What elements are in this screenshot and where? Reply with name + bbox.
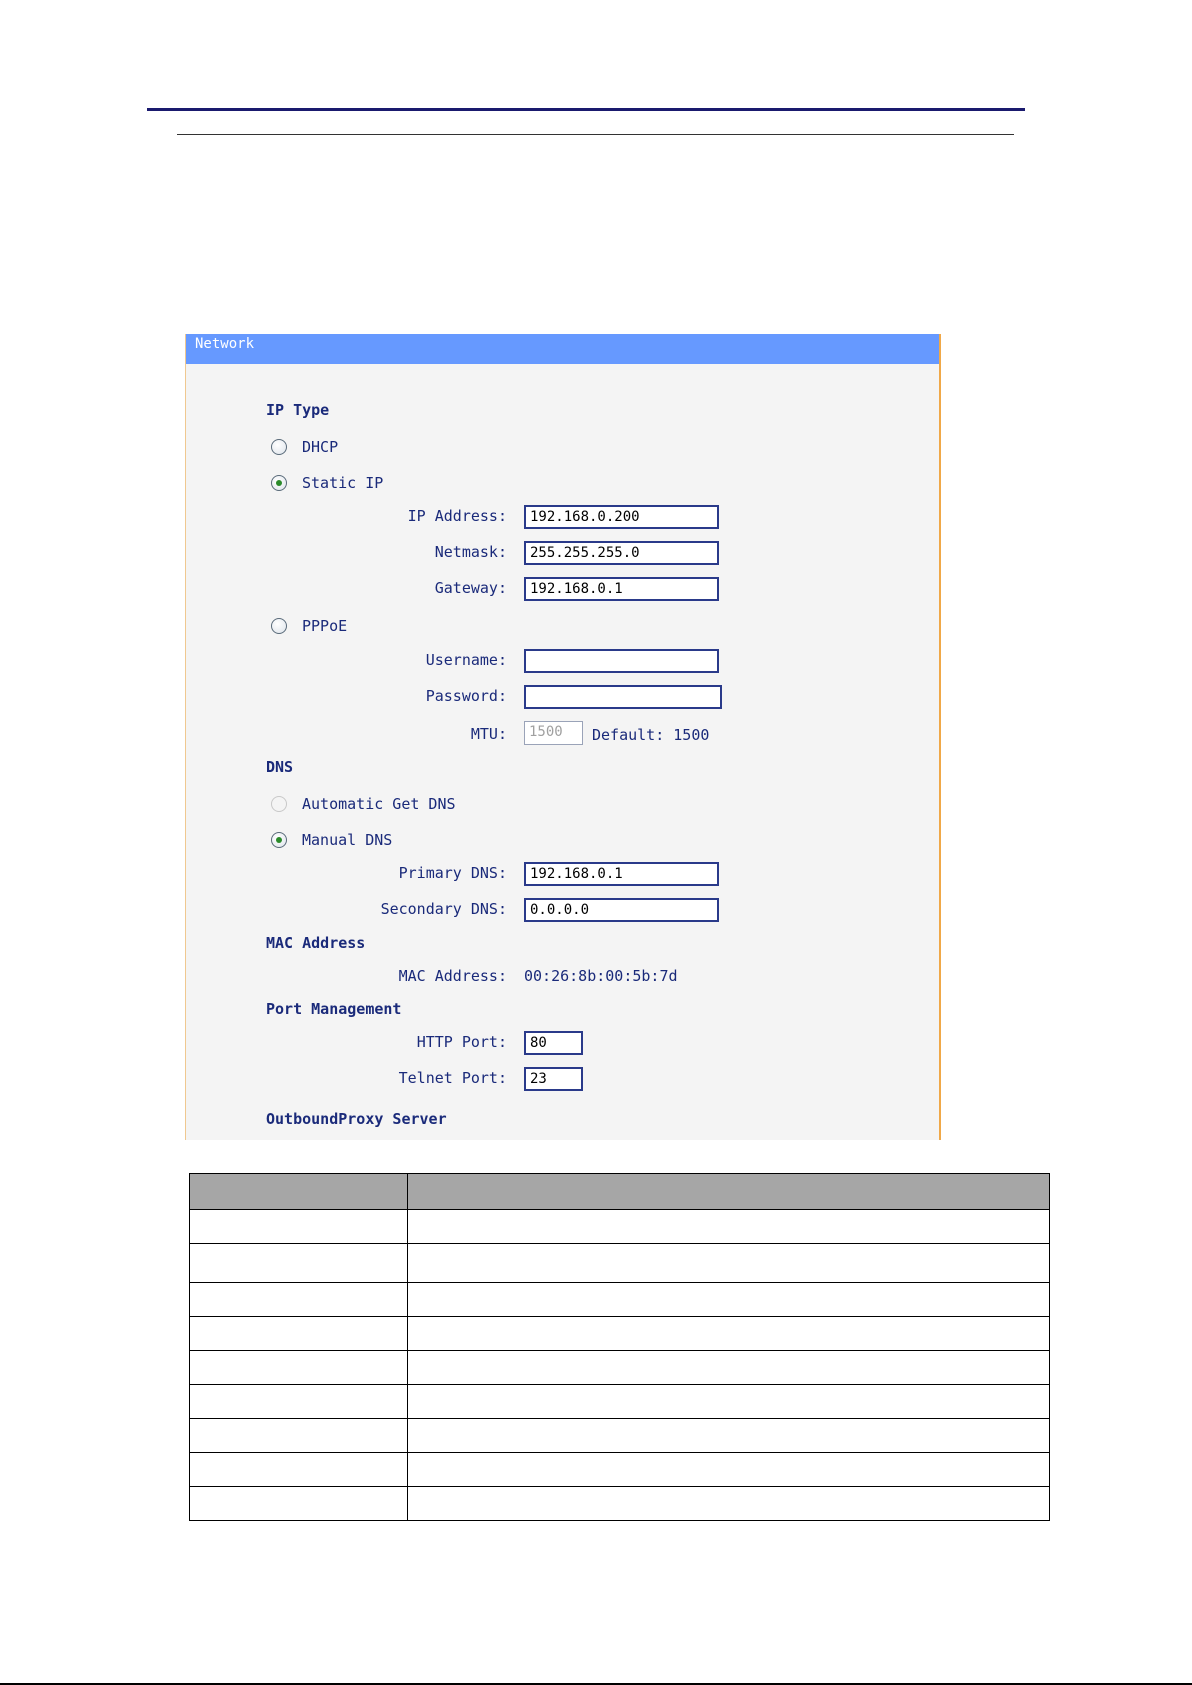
- telnet-port-label: Telnet Port:: [398, 1069, 507, 1087]
- username-input[interactable]: [524, 649, 719, 673]
- table-cell: [190, 1244, 408, 1283]
- table-row: [190, 1385, 1050, 1419]
- netmask-label: Netmask:: [434, 543, 507, 561]
- manual-dns-radio[interactable]: [271, 832, 287, 848]
- http-port-label: HTTP Port:: [416, 1033, 507, 1051]
- static-ip-option[interactable]: [271, 473, 383, 493]
- table-cell: [190, 1487, 408, 1521]
- table-cell: [190, 1419, 408, 1453]
- ip-address-label: IP Address:: [407, 507, 507, 525]
- pppoe-option[interactable]: [271, 616, 347, 636]
- table-cell: [408, 1385, 1050, 1419]
- mtu-default-hint: Default: 1500: [592, 726, 710, 744]
- mac-address-label: MAC Address:: [398, 967, 507, 985]
- panel-title: Network: [186, 334, 939, 364]
- gateway-label: Gateway:: [434, 579, 507, 597]
- gateway-input[interactable]: 192.168.0.1: [524, 577, 719, 601]
- table-header-row: [190, 1174, 1050, 1210]
- table-header-cell: [408, 1174, 1050, 1210]
- table-header-cell: [190, 1174, 408, 1210]
- primary-dns-input[interactable]: 192.168.0.1: [524, 862, 719, 886]
- dns-heading: DNS: [266, 758, 294, 776]
- password-input[interactable]: [524, 685, 722, 709]
- pppoe-radio[interactable]: [271, 618, 287, 634]
- table-cell: [408, 1317, 1050, 1351]
- static-ip-label: Static IP: [302, 474, 384, 492]
- table-cell: [408, 1244, 1050, 1283]
- ip-address-input[interactable]: 192.168.0.200: [524, 505, 719, 529]
- table-cell: [190, 1283, 408, 1317]
- mtu-label: MTU:: [470, 725, 507, 743]
- auto-dns-radio[interactable]: [271, 796, 287, 812]
- header-rule-thick: [147, 108, 1025, 111]
- table-cell: [408, 1210, 1050, 1244]
- auto-dns-option[interactable]: [271, 794, 456, 814]
- table-cell: [408, 1351, 1050, 1385]
- netmask-input[interactable]: 255.255.255.0: [524, 541, 719, 565]
- mac-address-value: 00:26:8b:00:5b:7d: [524, 967, 678, 985]
- table-cell: [408, 1487, 1050, 1521]
- auto-dns-label: Automatic Get DNS: [302, 795, 456, 813]
- manual-dns-option[interactable]: [271, 830, 392, 850]
- dhcp-label: DHCP: [302, 438, 339, 456]
- table-row: [190, 1283, 1050, 1317]
- table-cell: [190, 1210, 408, 1244]
- dhcp-option[interactable]: [271, 437, 338, 457]
- telnet-port-input[interactable]: 23: [524, 1067, 583, 1091]
- table-row: [190, 1487, 1050, 1521]
- table-row: [190, 1419, 1050, 1453]
- table-cell: [190, 1351, 408, 1385]
- secondary-dns-label: Secondary DNS:: [380, 900, 507, 918]
- table-row: [190, 1351, 1050, 1385]
- table-row: [190, 1244, 1050, 1283]
- table-cell: [190, 1317, 408, 1351]
- static-ip-radio[interactable]: [271, 475, 287, 491]
- dhcp-radio[interactable]: [271, 439, 287, 455]
- http-port-input[interactable]: 80: [524, 1031, 583, 1055]
- table-cell: [190, 1453, 408, 1487]
- network-panel: [185, 334, 941, 1140]
- manual-dns-label: Manual DNS: [302, 831, 393, 849]
- username-label: Username:: [425, 651, 507, 669]
- table-row: [190, 1453, 1050, 1487]
- table-cell: [190, 1385, 408, 1419]
- header-rule-thin: [177, 134, 1014, 135]
- primary-dns-label: Primary DNS:: [398, 864, 507, 882]
- mtu-input[interactable]: 1500: [524, 721, 583, 745]
- table-cell: [408, 1453, 1050, 1487]
- secondary-dns-input[interactable]: 0.0.0.0: [524, 898, 719, 922]
- ip-type-heading: IP Type: [266, 401, 330, 419]
- mac-address-heading: MAC Address: [266, 934, 366, 952]
- outbound-proxy-heading: OutboundProxy Server: [266, 1110, 447, 1128]
- table-cell: [408, 1283, 1050, 1317]
- pppoe-label: PPPoE: [302, 617, 348, 635]
- parameter-table: [189, 1173, 1050, 1521]
- table-row: [190, 1317, 1050, 1351]
- table-cell: [408, 1419, 1050, 1453]
- table-row: [190, 1210, 1050, 1244]
- port-management-heading: Port Management: [266, 1000, 402, 1018]
- password-label: Password:: [425, 687, 507, 705]
